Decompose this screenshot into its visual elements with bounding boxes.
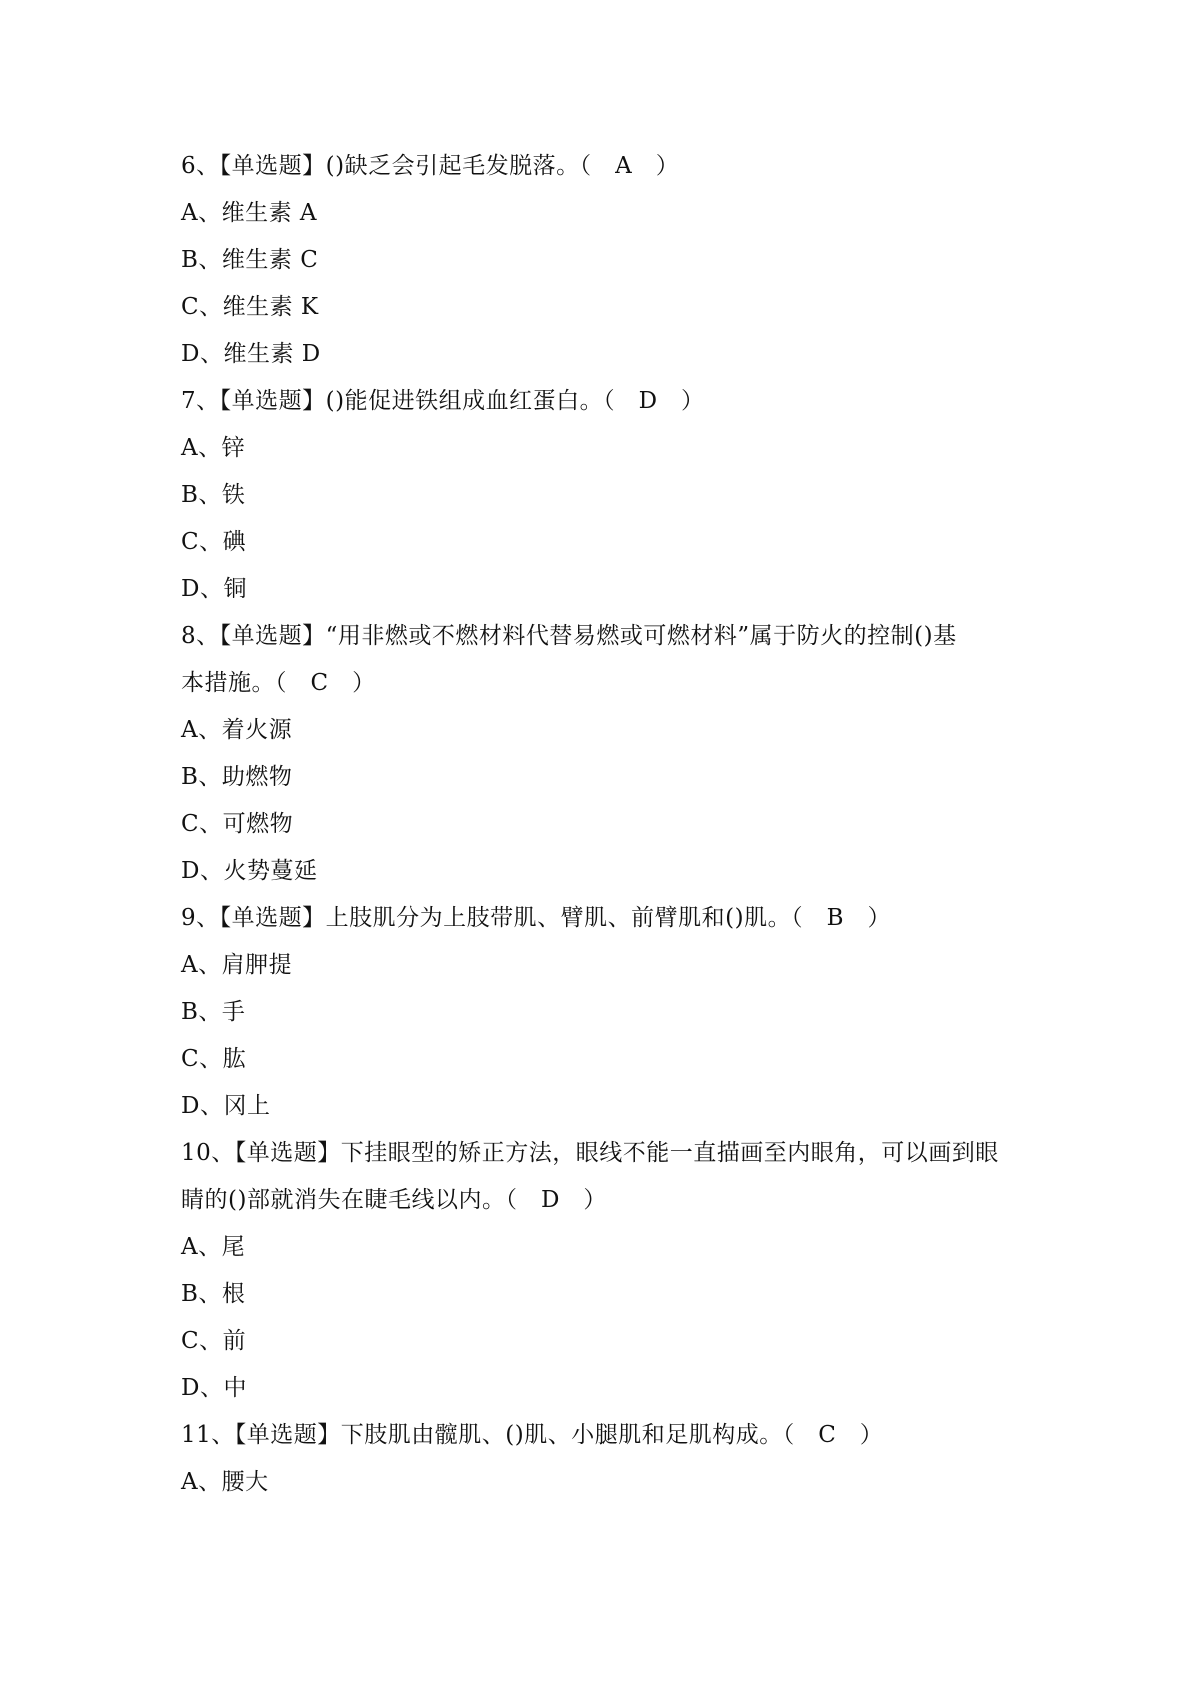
question-text-line-2: 本措施。（ C ） [181,670,376,696]
option-d: D、火势蔓延 [181,858,318,884]
question-text: 11、【单选题】下肢肌由髋肌、()肌、小腿肌和足肌构成。（ C ） [181,1422,884,1448]
question-text: 7、【单选题】()能促进铁组成血红蛋白。（ D ） [181,388,705,414]
option-a: A、着火源 [181,717,293,743]
option-b: B、手 [181,999,246,1025]
option-c: C、肱 [181,1046,247,1072]
question-text-line-2: 睛的()部就消失在睫毛线以内。（ D ） [181,1187,607,1213]
option-b: B、根 [181,1281,246,1307]
question-list [181,143,1021,1506]
question-7 [181,378,1021,613]
question-text-line-1: 10、【单选题】下挂眼型的矫正方法，眼线不能一直描画至内眼角，可以画到眼 [181,1140,999,1166]
option-a: A、尾 [181,1234,246,1260]
question-9 [181,895,1021,1130]
question-text: 6、【单选题】()缺乏会引起毛发脱落。（ A ） [181,153,680,179]
question-8 [181,613,1021,895]
question-11 [181,1412,1021,1506]
option-d: D、冈上 [181,1093,271,1119]
question-10 [181,1130,1021,1412]
option-c: C、可燃物 [181,811,294,837]
option-b: B、助燃物 [181,764,293,790]
option-c: C、碘 [181,529,247,555]
question-6 [181,143,1021,378]
option-a: A、锌 [181,435,246,461]
option-a: A、肩胛提 [181,952,293,978]
option-c: C、维生素 K [181,294,319,320]
option-d: D、中 [181,1375,247,1401]
question-text-line-1: 8、【单选题】“用非燃或不燃材料代替易燃或可燃材料”属于防火的控制()基 [181,623,957,649]
option-b: B、铁 [181,482,246,508]
option-a: A、维生素 A [181,200,318,226]
option-b: B、维生素 C [181,247,319,273]
option-d: D、维生素 D [181,341,321,367]
option-a: A、腰大 [181,1469,269,1495]
option-d: D、铜 [181,576,247,602]
option-c: C、前 [181,1328,247,1354]
question-text: 9、【单选题】上肢肌分为上肢带肌、臂肌、前臂肌和()肌。（ B ） [181,905,891,931]
